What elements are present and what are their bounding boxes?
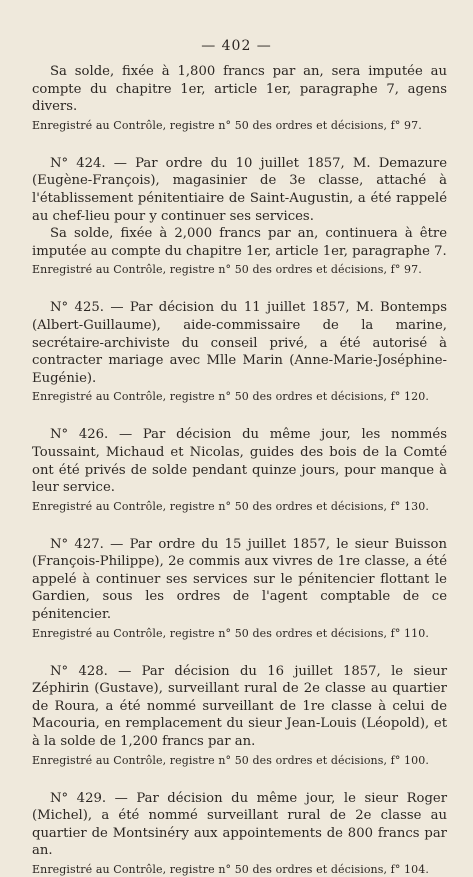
entry-register: Enregistré au Contrôle, registre n° 50 des ordres et décisions, f° 97.: [32, 263, 422, 277]
entry-424: [32, 155, 447, 278]
entry-body: N° 424. — Par ordre du 10 juillet 1857, M. Demazure (Eugène-François), magasinier de 3e classe, attaché à l'établissement pénitentiaire de Saint-Augustin, a été rappelé au chef-lieu pour y continuer ses services.: [32, 155, 447, 224]
document-body: [32, 63, 447, 877]
entry-427: [32, 536, 447, 641]
entry-body: N° 429. — Par décision du même jour, le sieur Roger (Michel), a été nommé surveillant rural de 2e classe au quartier de Montsinéry aux appointements de 800 francs par an.: [32, 790, 447, 859]
entry-426: [32, 426, 447, 513]
entry-register: Enregistré au Contrôle, registre n° 50 des ordres et décisions, f° 97.: [32, 118, 422, 132]
page-number: — 402 —: [201, 38, 272, 54]
entry-body-continued: Sa solde, fixée à 2,000 francs par an, continuera à être imputée au compte du chapitre 1er, article 1er, paragraphe 7.: [32, 226, 447, 259]
entry-428: [32, 663, 447, 768]
entry-register: Enregistré au Contrôle, registre n° 50 des ordres et décisions, f° 100.: [32, 753, 429, 767]
entry-425: [32, 299, 447, 404]
entry-body: N° 425. — Par décision du 11 juillet 1857, M. Bontemps (Albert-Guillaume), aide-commissaire de la marine, secrétaire-archiviste du conseil privé, a été autorisé à contracter mariage avec Mlle Marin (Anne-Marie-Joséphine-Eugénie).: [32, 300, 447, 386]
entry-body: N° 427. — Par ordre du 15 juillet 1857, le sieur Buisson (François-Philippe), 2e commis aux vivres de 1re classe, a été appelé à continuer ses services sur le pénitencier flottant le Gardien, sous les ordres de l'agent comptable de ce pénitencier.: [32, 536, 447, 623]
entry-429: [32, 790, 447, 877]
entry-body: N° 426. — Par décision du même jour, les nommés Toussaint, Michaud et Nicolas, guides des bois de la Comté ont été privés de solde pendant quinze jours, pour manque à leur service.: [32, 427, 447, 496]
entry-register: Enregistré au Contrôle, registre n° 50 des ordres et décisions, f° 130.: [32, 499, 429, 513]
entry-register: Enregistré au Contrôle, registre n° 50 des ordres et décisions, f° 104.: [32, 863, 429, 876]
entry-register: Enregistré au Contrôle, registre n° 50 des ordres et décisions, f° 110.: [32, 626, 429, 640]
entry-423-continued: [32, 63, 447, 133]
entry-body: Sa solde, fixée à 1,800 francs par an, sera imputée au compte du chapitre 1er, article 1er, paragraphe 7, agens divers.: [32, 64, 447, 115]
entry-body: N° 428. — Par décision du 16 juillet 1857, le sieur Zéphirin (Gustave), surveillant rural de 2e classe au quartier de Roura, a été nommé surveillant de 1re classe à celui de Macouria, en remplacement du sieur Jean-Louis (Léopold), et à la solde de 1,200 francs par an.: [32, 663, 447, 750]
entry-register: Enregistré au Contrôle, registre n° 50 des ordres et décisions, f° 120.: [32, 390, 429, 404]
